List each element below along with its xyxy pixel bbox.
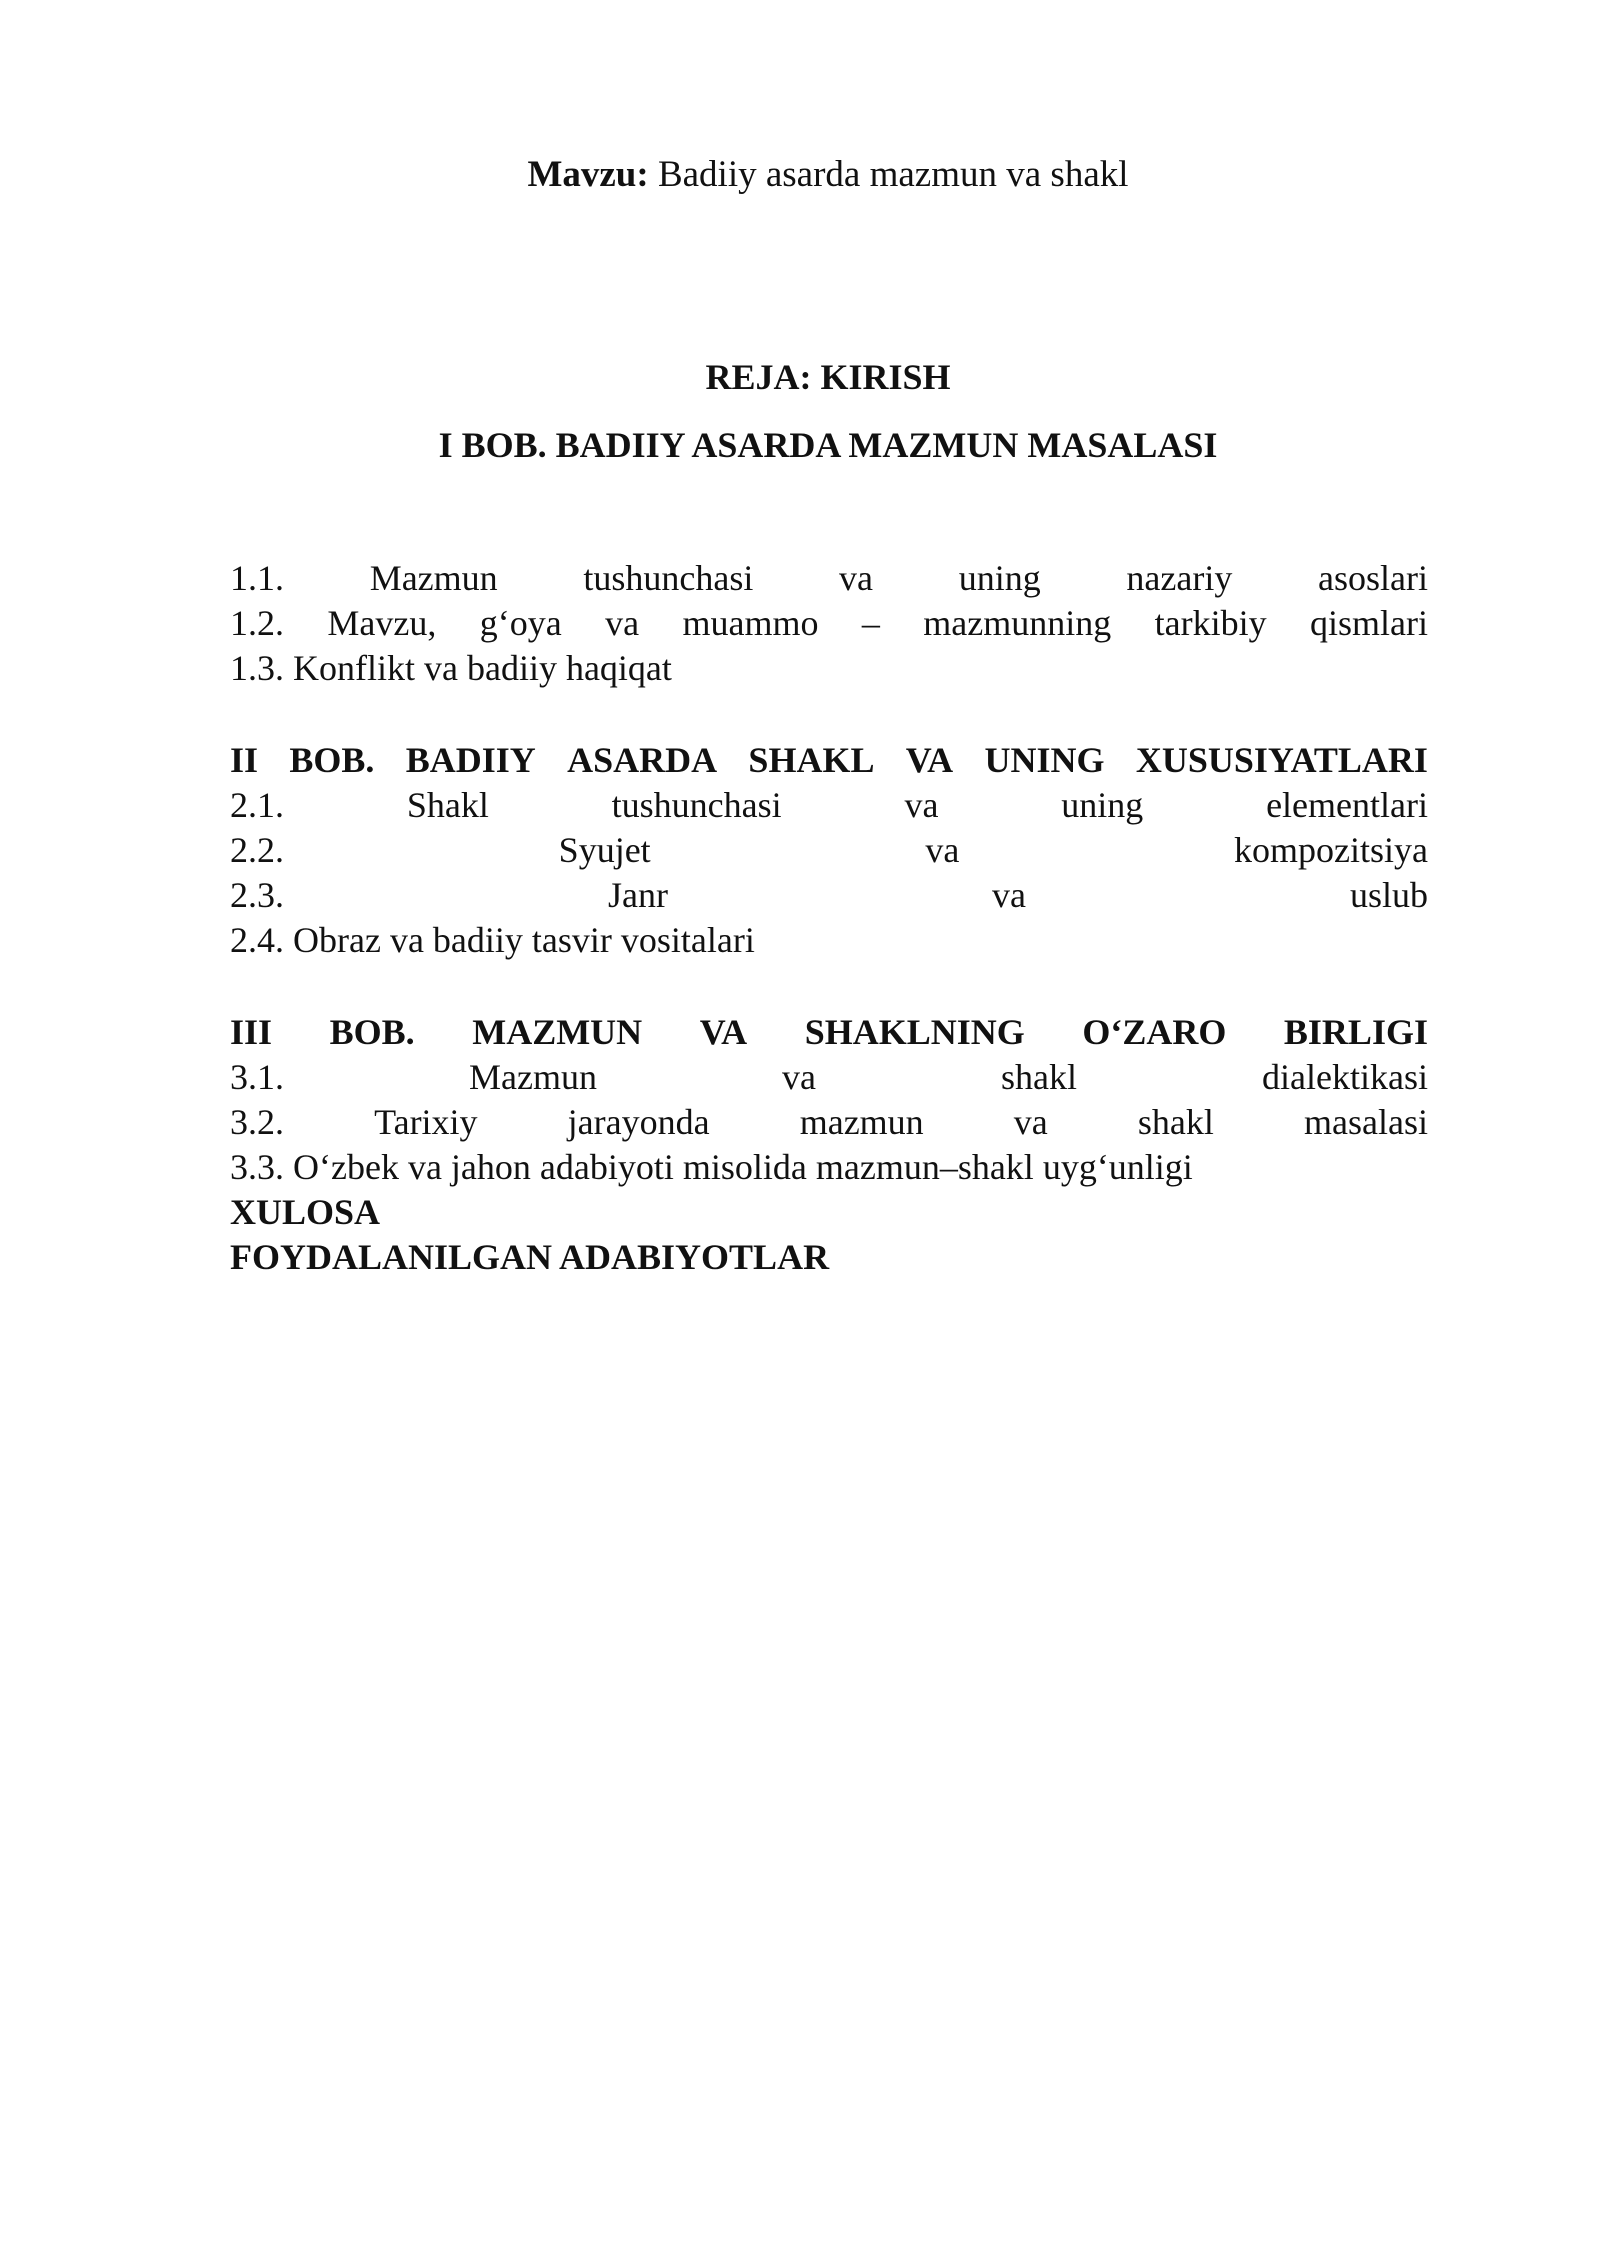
word: tarkibiy	[1154, 603, 1267, 643]
chapter3-section	[230, 1010, 1428, 1280]
word: VA	[699, 1012, 748, 1052]
word: va	[904, 785, 939, 825]
chapter1-title: I BOB. BADIIY ASARDA MAZMUN MASALASI	[438, 425, 1218, 465]
word: Shakl	[406, 785, 489, 825]
word: 1.2.	[230, 603, 284, 643]
word: nazariy	[1126, 558, 1233, 598]
topic-text: Badiiy asarda mazmun va shakl	[657, 154, 1129, 195]
word: ASARDA	[567, 740, 718, 780]
word: Mazmun	[369, 558, 498, 598]
word: XUSUSIYATLARI	[1135, 740, 1428, 780]
word: mazmunning	[923, 603, 1112, 643]
conclusion-heading: XULOSA	[230, 1192, 381, 1232]
word: mazmun	[799, 1102, 924, 1142]
chapter3-item-1	[230, 1055, 1428, 1100]
word: MAZMUN	[472, 1012, 643, 1052]
word: Syujet	[558, 830, 651, 870]
word: Janr	[608, 875, 668, 915]
word: shakl	[1137, 1102, 1214, 1142]
chapter2-item-2	[230, 828, 1428, 873]
word: tushunchasi	[611, 785, 782, 825]
word: 2.2.	[230, 830, 284, 870]
word: muammo	[682, 603, 819, 643]
word: va	[839, 558, 873, 598]
chapter1-item-3: 1.3. Konflikt va badiiy haqiqat	[230, 648, 672, 688]
word: uning	[1061, 785, 1144, 825]
word: shakl	[1001, 1057, 1077, 1097]
chapter3-title	[230, 1010, 1428, 1055]
word: Mazmun	[469, 1057, 597, 1097]
chapter2-title	[230, 738, 1428, 783]
chapter3-item-3: 3.3. O‘zbek va jahon adabiyoti misolida mazmun–shakl uyg‘unligi	[230, 1147, 1193, 1187]
word: BOB.	[289, 740, 375, 780]
word: qismlari	[1309, 603, 1428, 643]
word: va	[605, 603, 640, 643]
word: VA	[905, 740, 954, 780]
word: kompozitsiya	[1234, 830, 1428, 870]
word: BOB.	[329, 1012, 415, 1052]
word: va	[925, 830, 960, 870]
word: va	[782, 1057, 816, 1097]
word: UNING	[984, 740, 1105, 780]
word: II	[230, 740, 259, 780]
word: va	[1013, 1102, 1048, 1142]
word: O‘ZARO	[1082, 1012, 1227, 1052]
chapter2-item-1	[230, 783, 1428, 828]
word: asoslari	[1318, 558, 1428, 598]
chapter2-section	[230, 738, 1428, 963]
word: elementlari	[1266, 785, 1428, 825]
word: 3.1.	[230, 1057, 284, 1097]
word: III	[230, 1012, 273, 1052]
word: BIRLIGI	[1283, 1012, 1428, 1052]
chapter2-item-4: 2.4. Obraz va badiiy tasvir vositalari	[230, 920, 755, 960]
word: g‘oya	[479, 603, 562, 643]
word: 3.2.	[230, 1102, 284, 1142]
word: va	[991, 875, 1026, 915]
chapter2-item-3	[230, 873, 1428, 918]
word: uning	[958, 558, 1041, 598]
word: SHAKL	[748, 740, 875, 780]
word: dialektikasi	[1262, 1057, 1428, 1097]
word: SHAKLNING	[804, 1012, 1025, 1052]
word: masalasi	[1304, 1102, 1428, 1142]
word: 1.1.	[230, 558, 284, 598]
chapter1-item-1	[230, 556, 1428, 601]
plan-heading: REJA: KIRISH	[705, 357, 951, 397]
word: Tarixiy	[374, 1102, 478, 1142]
topic-label: Mavzu:	[527, 154, 649, 195]
word: 2.3.	[230, 875, 284, 915]
word: uslub	[1349, 875, 1428, 915]
word: –	[861, 603, 880, 643]
chapter3-item-2	[230, 1100, 1428, 1145]
chapter1-item-2	[230, 601, 1428, 646]
topic-line	[0, 150, 1600, 200]
chapter1-list	[230, 556, 1428, 691]
word: BADIIY	[405, 740, 536, 780]
word: tushunchasi	[583, 558, 754, 598]
word: jarayonda	[567, 1102, 710, 1142]
references-heading: FOYDALANILGAN ADABIYOTLAR	[230, 1237, 830, 1277]
word: 2.1.	[230, 785, 284, 825]
word: Mavzu,	[327, 603, 437, 643]
